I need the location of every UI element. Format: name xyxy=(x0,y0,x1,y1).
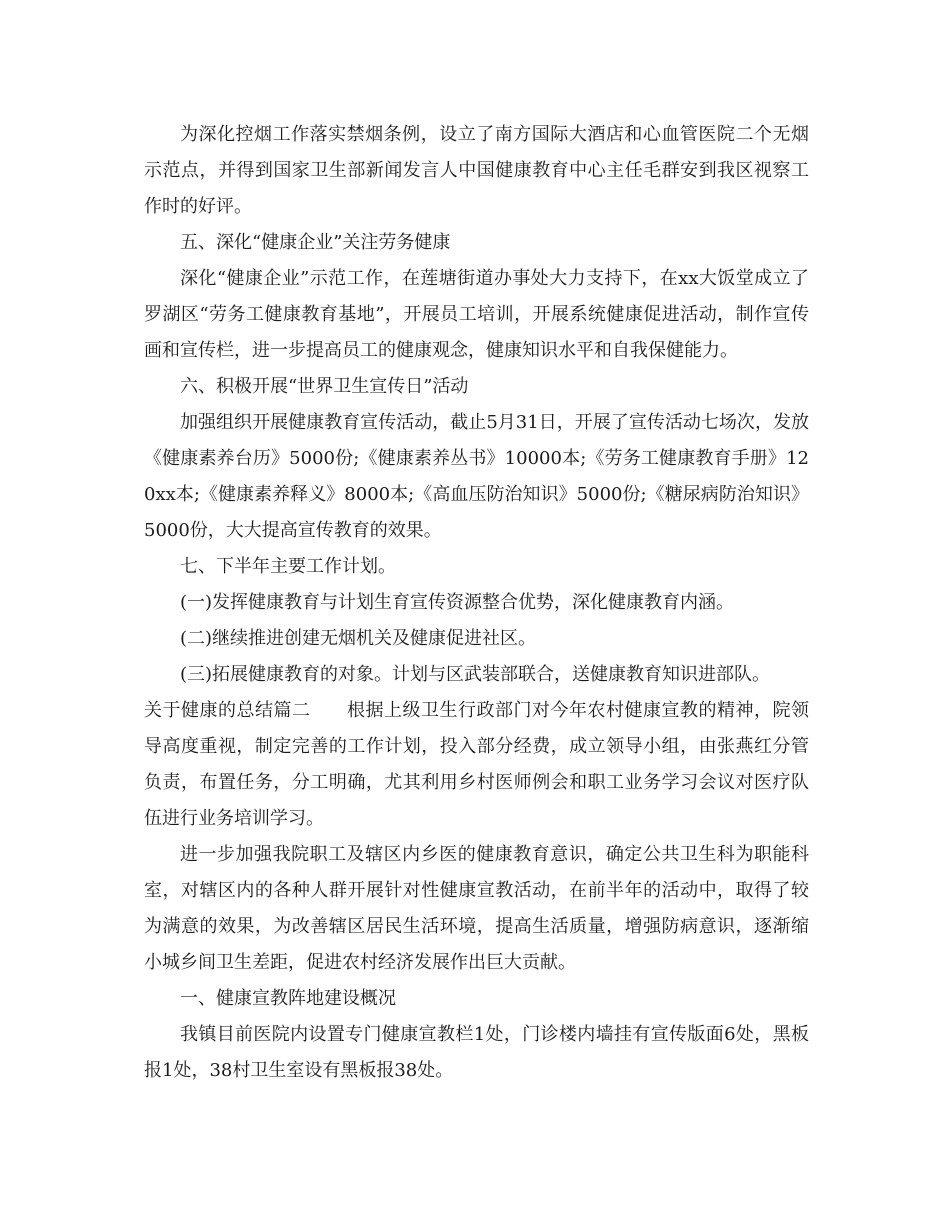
plan-item-2: (二)继续推进创建无烟机关及健康促进社区。 xyxy=(180,628,537,649)
paragraph-smoking-control: 为深化控烟工作落实禁烟条例，设立了南方国际大酒店和心血管医院二个无烟示范点，并得到国家卫生部新闻发言人中国健康教育中心主任毛群安到我区视察工作时的好评。 xyxy=(144,124,809,217)
heading-healthy-enterprise: 五、深化“健康企业”关注劳务健康 xyxy=(180,232,451,253)
paragraph-awareness: 进一步加强我院职工及辖区内乡医的健康教育意识，确定公共卫生科为职能科室，对辖区内的各种人群开展针对性健康宣教活动，在前半年的活动中，取得了较为满意的效果，为改善辖区居民生活环境，提高生活质量，增强防病意识，逐渐缩小城乡间卫生差距，促进农村经济发展作出巨大贡献。 xyxy=(144,844,809,973)
paragraph-publicity-activities: 加强组织开展健康教育宣传活动，截止5月31日，开展了宣传活动七场次，发放《健康素养台历》5000份;《健康素养丛书》10000本;《劳务工健康教育手册》120xx本;《健康素养释义》8000本;《高血压防治知识》5000份;《糖尿病防治知识》5000份，大大提高宣传教育的效果。 xyxy=(144,412,809,541)
plan-item-3: (三)拓展健康教育的对象。计划与区武装部联合，送健康教育知识进部队。 xyxy=(180,664,771,685)
plan-item-1: (一)发挥健康教育与计划生育宣传资源整合优势，深化健康教育内涵。 xyxy=(180,592,735,613)
document-body xyxy=(144,117,809,1089)
paragraph-publicity-base: 我镇目前医院内设置专门健康宣教栏1处，门诊楼内墙挂有宣传版面6处，黑板报1处，38村卫生室设有黑板报38处。 xyxy=(144,1024,809,1081)
heading-second-half-plan: 七、下半年主要工作计划。 xyxy=(180,556,396,577)
section-first-paragraph: 根据上级卫生行政部门对今年农村健康宣教的精神，院领导高度重视，制定完善的工作计划，投入部分经费，成立领导小组，由张燕红分管负责，布置任务，分工明确，尤其利用乡村医师例会和职工业务学习会议对医疗队伍进行业务培训学习。 xyxy=(144,700,809,829)
section-two-paragraph xyxy=(144,693,809,837)
heading-world-health-day: 六、积极开展“世界卫生宣传日”活动 xyxy=(180,376,469,397)
section-heading: 关于健康的总结篇二 xyxy=(144,700,311,721)
paragraph-healthy-enterprise: 深化“健康企业”示范工作，在莲塘街道办事处大力支持下，在xx大饭堂成立了罗湖区“劳务工健康教育基地”，开展员工培训，开展系统健康促进活动，制作宣传画和宣传栏，进一步提高员工的健康观念，健康知识水平和自我保健能力。 xyxy=(144,268,809,361)
heading-publicity-base: 一、健康宣教阵地建设概况 xyxy=(180,988,396,1009)
